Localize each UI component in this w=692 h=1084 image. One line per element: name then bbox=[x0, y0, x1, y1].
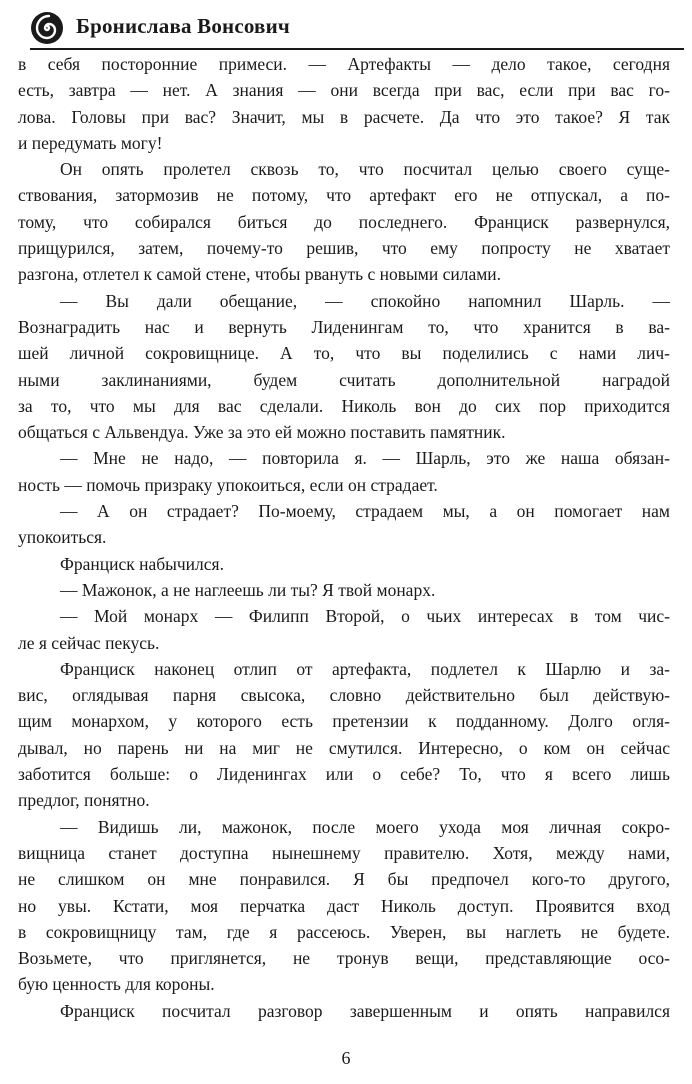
header-rule bbox=[30, 48, 684, 50]
text-line: прищурился, затем, почему-то решив, что ему попросту не хватает bbox=[18, 238, 670, 259]
text-line: ными заклинаниями, будем считать дополнительной наградой bbox=[18, 369, 670, 390]
text-line: — Мой монарх — Филипп Второй, о чьих интересах в том чис- bbox=[60, 606, 670, 627]
text-line: тому, что собирался биться до последнего. Франциск развернулся, bbox=[18, 211, 670, 232]
text-line: Франциск посчитал разговор завершенным и опять направился bbox=[60, 1000, 670, 1021]
text-line: — Вы дали обещание, — спокойно напомнил Шарль. — bbox=[60, 290, 670, 311]
text-line: дывал, но парень ни на миг не смутился. Интересно, о ком он сейчас bbox=[18, 737, 670, 758]
text-line: — Мне не надо, — повторила я. — Шарль, это же наша обязан- bbox=[60, 448, 670, 469]
running-header bbox=[14, 8, 684, 48]
text-line: вищница станет доступна нынешнему правителю. Хотя, между нами, bbox=[18, 842, 670, 863]
text-line: щим монархом, у которого есть претензии к подданному. Долго огля- bbox=[18, 711, 670, 732]
text-line: но увы. Кстати, моя перчатка даст Николь доступ. Проявится вход bbox=[18, 895, 670, 916]
text-line: не слишком он мне понравился. Я бы предпочел кого-то другого, bbox=[18, 869, 670, 890]
text-line: ствования, затормозив не потому, что артефакт его не отпускал, а по- bbox=[18, 185, 670, 206]
text-line: есть, завтра — нет. А знания — они всегда при вас, если при вас го- bbox=[18, 80, 670, 101]
text-line: Возьмете, что приглянется, не тронув вещи, представляющие осо- bbox=[18, 948, 670, 969]
text-line: Вознаградить нас и вернуть Лиденингам то, что хранится в ва- bbox=[18, 316, 670, 337]
text-line: шей личной сокровищнице. А то, что вы поделились с нами лич- bbox=[18, 343, 670, 364]
text-line: разгона, отлетел к самой стене, чтобы рвануть с новыми силами. bbox=[18, 264, 502, 285]
text-line: предлог, понятно. bbox=[18, 790, 150, 811]
text-line: в сокровищницу там, где я рассеюсь. Уверен, вы наглеть не будете. bbox=[18, 921, 670, 942]
text-line: вис, оглядывая парня свысока, словно действительно был действую- bbox=[18, 685, 670, 706]
text-line: Франциск наконец отлип от артефакта, подлетел к Шарлю и за- bbox=[60, 658, 670, 679]
text-line: Он опять пролетел сквозь то, что посчитал целью своего суще- bbox=[60, 159, 670, 180]
text-line: бую ценность для короны. bbox=[18, 974, 215, 995]
text-line: Франциск набычился. bbox=[60, 553, 224, 574]
text-line: общаться с Альвендуа. Уже за это ей можно поставить памятник. bbox=[18, 422, 506, 443]
body-text bbox=[18, 51, 670, 1024]
page-number: 6 bbox=[341, 1048, 351, 1068]
text-line: в себя посторонние примеси. — Артефакты — дело такое, сегодня bbox=[18, 54, 670, 74]
text-line: и передумать могу! bbox=[18, 132, 163, 153]
text-line: за то, что мы для вас сделали. Николь вон до сих пор приходится bbox=[18, 395, 670, 416]
text-line: лова. Головы при вас? Значит, мы в расчете. Да что это такое? Я так bbox=[18, 106, 670, 127]
spiral-ornament-icon bbox=[30, 11, 64, 45]
text-line: — А он страдает? По-моему, страдаем мы, а он помогает нам bbox=[60, 501, 670, 522]
text-line: ле я сейчас пекусь. bbox=[18, 632, 160, 653]
text-line: — Видишь ли, мажонок, после моего ухода моя личная сокро- bbox=[60, 816, 670, 837]
text-line: упокоиться. bbox=[18, 527, 107, 548]
text-line: — Мажонок, а не наглеешь ли ты? Я твой монарх. bbox=[60, 579, 436, 600]
text-line: ность — помочь призраку упокоиться, если он страдает. bbox=[18, 474, 438, 495]
author-name: Бронислава Вонсович bbox=[76, 14, 290, 38]
text-line: заботится больше: о Лиденингах или о себе? То, что я всего лишь bbox=[18, 764, 670, 785]
